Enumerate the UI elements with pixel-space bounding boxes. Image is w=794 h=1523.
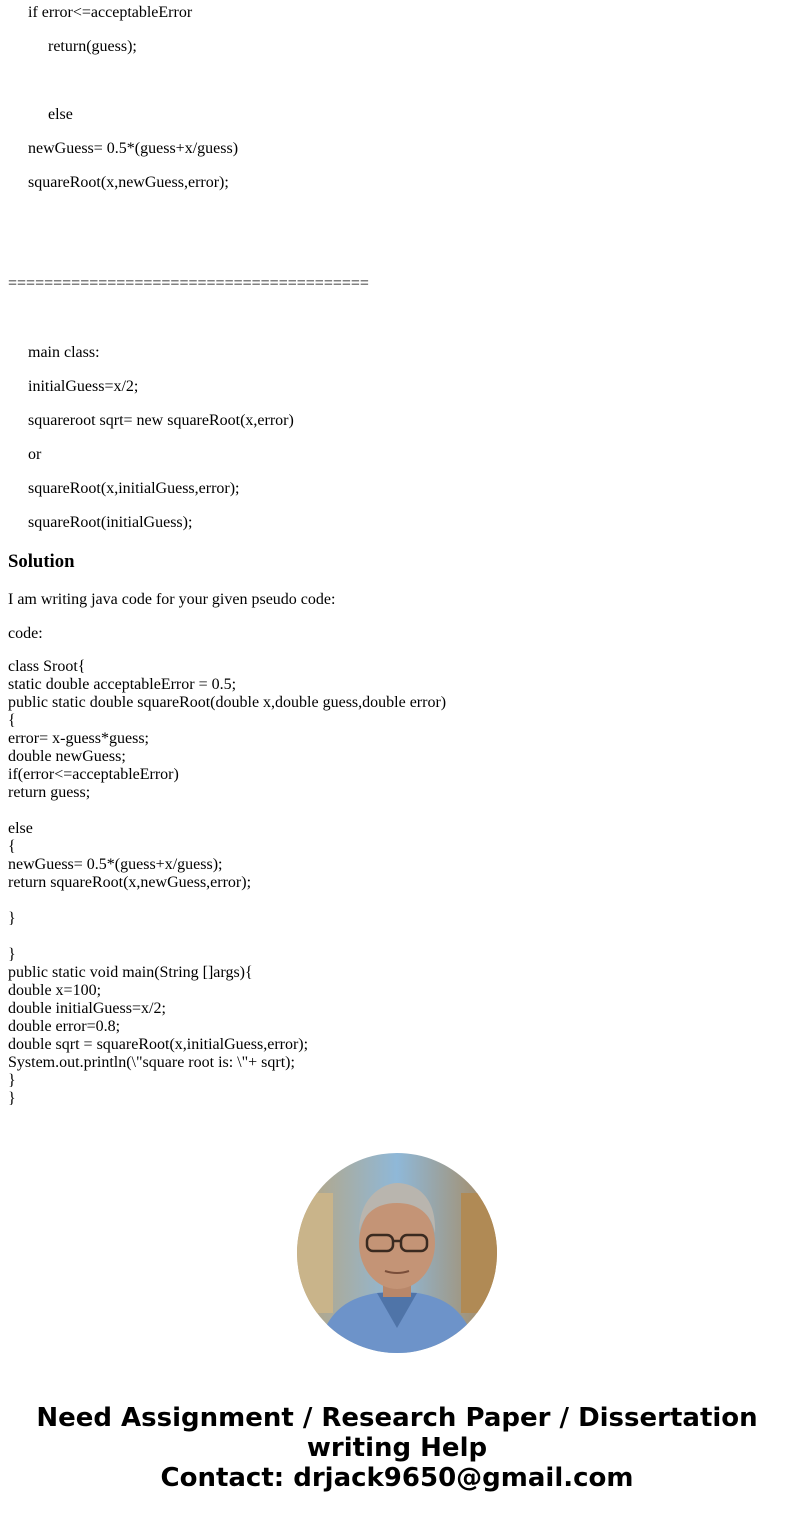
- java-code-block: class Sroot{ static double acceptableError = 0.5; public static double squareRoot(double x,double guess,double error) { error= x-guess*guess; double newGuess; if(error<=acceptableError) return guess; else { newGuess= 0.5*(guess+x/guess); return squareRoot(x,newGuess,error); } } public static void main(String []args){ double x=100; double initialGuess=x/2; double error=0.8; double sqrt = squareRoot(x,initialGuess,error); System.out.println(\"square root is: \"+ sqrt); } }: [8, 658, 447, 1107]
- author-avatar: [297, 1153, 497, 1353]
- solution-heading: Solution: [8, 551, 75, 572]
- separator: ========================================: [8, 275, 369, 292]
- sqrt-object-line: squareroot sqrt= new squareRoot(x,error): [28, 412, 294, 429]
- person-photo-icon: [297, 1153, 497, 1353]
- call-line-1: squareRoot(x,initialGuess,error);: [28, 480, 240, 497]
- footer-banner: [0, 1403, 794, 1493]
- pseudo-line-if: if error<=acceptableError: [28, 4, 193, 21]
- footer-line-2: writing Help: [306, 1433, 488, 1463]
- footer-line-1: Need Assignment / Research Paper / Dissertation: [36, 1403, 758, 1433]
- main-class-line: main class:: [28, 344, 100, 361]
- code-label: code:: [8, 625, 43, 642]
- pseudo-line-else: else: [48, 106, 73, 123]
- solution-intro: I am writing java code for your given pseudo code:: [8, 591, 336, 608]
- footer-contact: Contact: drjack9650@gmail.com: [160, 1463, 634, 1493]
- pseudo-line-newguess: newGuess= 0.5*(guess+x/guess): [28, 140, 239, 157]
- pseudo-line-recursion: squareRoot(x,newGuess,error);: [28, 174, 229, 191]
- pseudo-line-return: return(guess);: [48, 38, 137, 55]
- or-line: or: [28, 446, 42, 463]
- call-line-2: squareRoot(initialGuess);: [28, 514, 193, 531]
- initial-guess-line: initialGuess=x/2;: [28, 378, 139, 395]
